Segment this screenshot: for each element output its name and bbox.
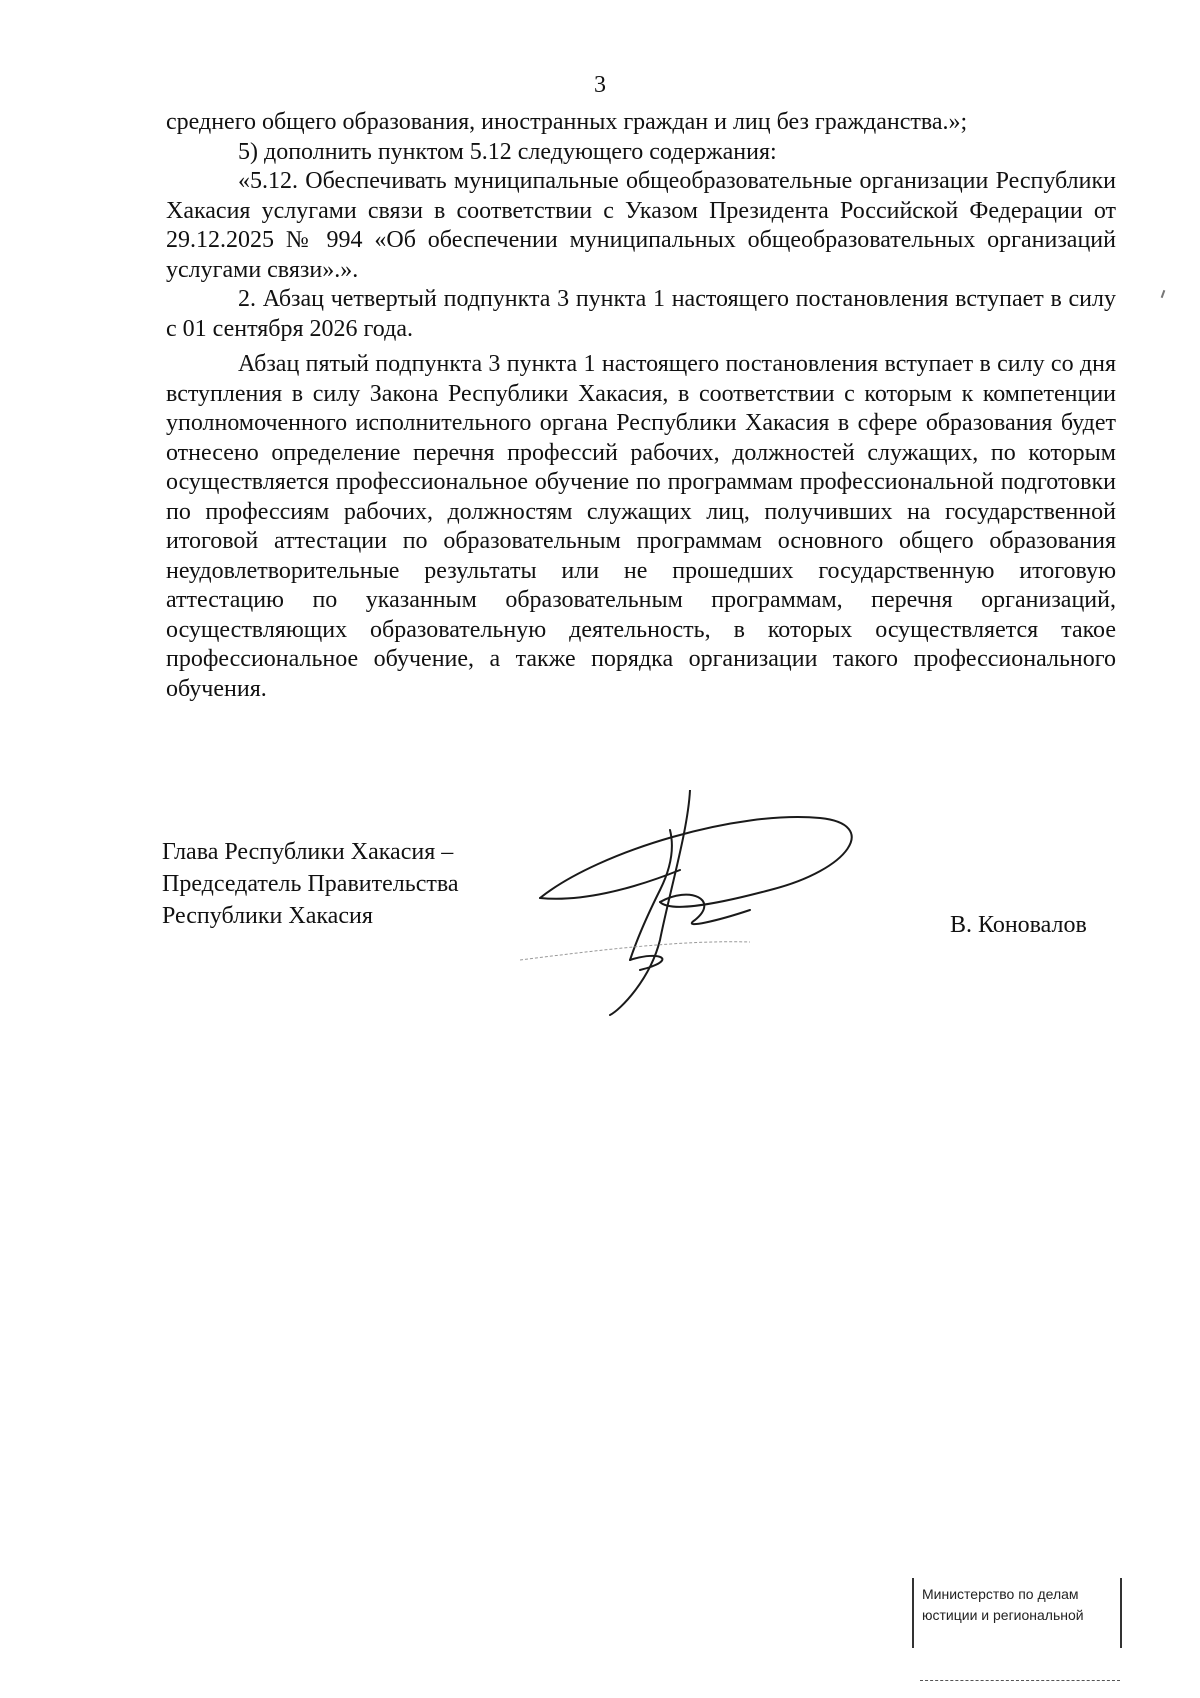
stamp-underline <box>920 1680 1120 1681</box>
handwritten-signature <box>520 790 940 1020</box>
paragraph: среднего общего образования, иностранных граждан и лиц без гражданства.»; <box>166 109 968 135</box>
position-line: Глава Республики Хакасия – <box>162 839 454 865</box>
position-line: Председатель Правительства <box>162 871 459 897</box>
paragraph: 2. Абзац четвертый подпункта 3 пункта 1 настоящего постановления вступает в силу с 01 сентября 2026 года. <box>166 286 1116 342</box>
paragraph: «5.12. Обеспечивать муниципальные общеобразовательные организации Республики Хакасия услугами связи в соответствии с Указом Президента Российской Федерации от 29.12.2025 № 994 «Об обеспечении муниципальных общеобразовательных организаций услугами связи».». <box>166 168 1116 283</box>
registration-stamp <box>912 1578 1122 1648</box>
stamp-line: юстиции и региональной <box>922 1607 1084 1623</box>
position-line: Республики Хакасия <box>162 903 373 929</box>
paragraph: Абзац пятый подпункта 3 пункта 1 настоящего постановления вступает в силу со дня вступления в силу Закона Республики Хакасия, в соответствии с которым к компетенции уполномоченного исполнительного органа Республики Хакасия в сфере образования будет отнесено определение перечня профессий рабочих, должностей служащих, по которым осуществляется профессиональное обучение по программам профессиональной подготовки по профессиям рабочих, должностям служащих лиц, получивших на государственной итоговой аттестации по образовательным программам основного общего образования неудовлетворительные результаты или не прошедших государственную итоговую аттестацию по указанным образовательным программам, перечня организаций, осуществляющих образовательную деятельность, в которых осуществляется такое профессиональное обучение, а также порядка организации такого профессионального обучения. <box>166 351 1116 702</box>
signatory-position <box>162 836 459 932</box>
signer-name: В. Коновалов <box>950 912 1087 938</box>
scan-mark <box>1161 290 1166 298</box>
page-number: 3 <box>594 72 606 98</box>
stamp-line: Министерство по делам <box>922 1586 1079 1602</box>
document-body <box>166 108 1116 704</box>
paragraph: 5) дополнить пунктом 5.12 следующего содержания: <box>238 138 777 165</box>
